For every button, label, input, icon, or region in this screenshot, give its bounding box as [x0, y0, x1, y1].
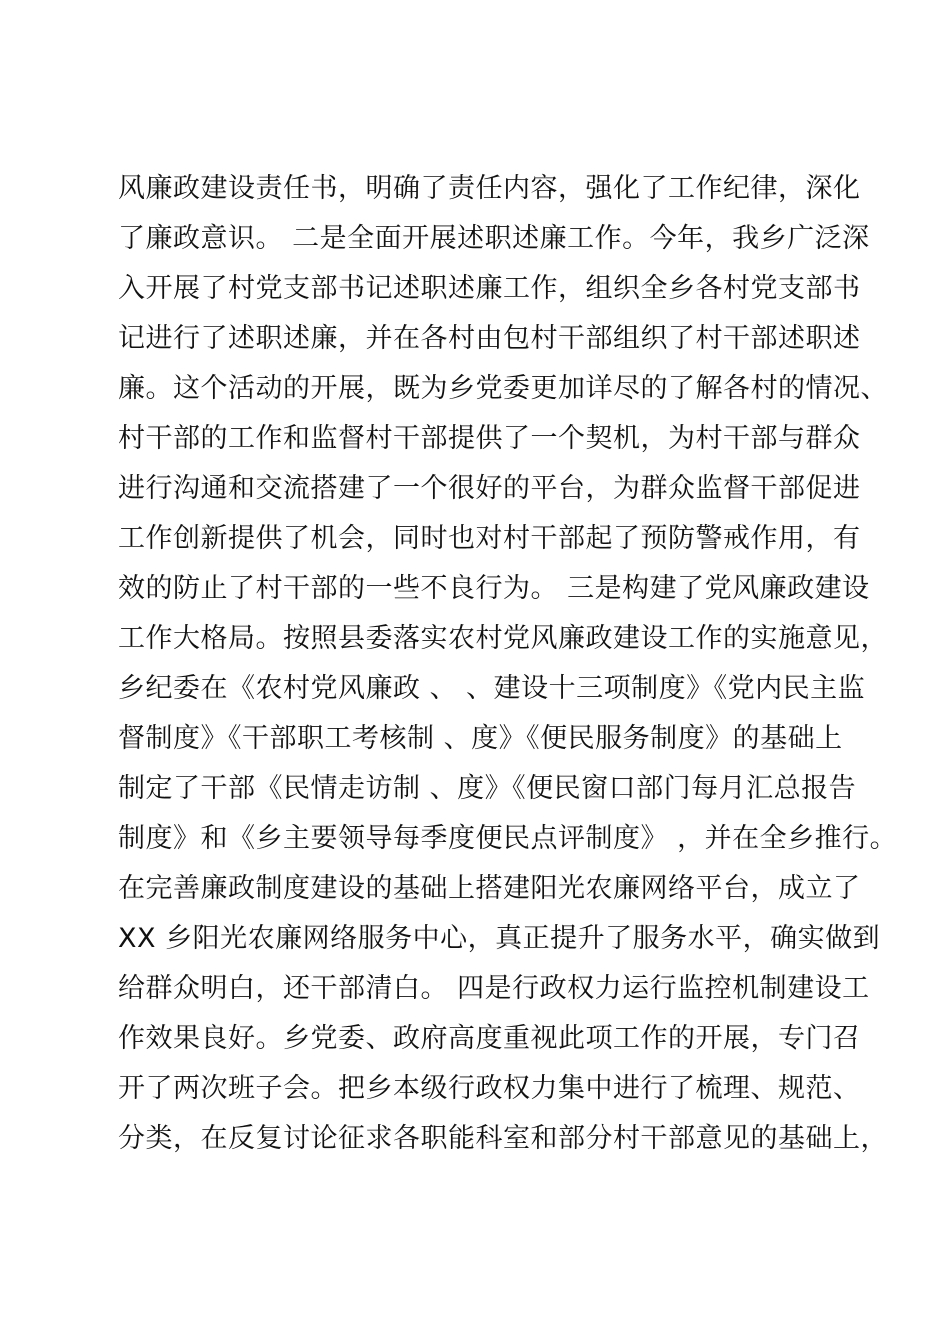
text-line: 制度》和《乡主要领导每季度便民点评制度》 ，并在全乡推行。 — [118, 823, 898, 854]
text-line: 工作大格局。按照县委落实农村党风廉政建设工作的实施意见， — [118, 623, 888, 654]
text-line: 了廉政意识。 二是全面开展述职述廉工作。今年，我乡广泛深 — [118, 223, 870, 254]
text-line: 督制度》《干部职工考核制 、度》《便民服务制度》的基础上 — [118, 723, 843, 754]
text-line: 工作创新提供了机会，同时也对村干部起了预防警戒作用，有 — [118, 523, 861, 554]
text-line: 作效果良好。乡党委、政府高度重视此项工作的开展，专门召 — [118, 1023, 861, 1054]
text-line: 记进行了述职述廉，并在各村由包村干部组织了村干部述职述 — [118, 323, 861, 354]
text-line: 乡纪委在《农村党风廉政 、 、建设十三项制度》《党内民主监 — [118, 673, 866, 704]
text-line: 风廉政建设责任书，明确了责任内容，强化了工作纪律，深化 — [118, 173, 861, 204]
text-line: 制定了干部《民情走访制 、度》《便民窗口部门每月汇总报告 — [118, 773, 857, 804]
text-line: 分类，在反复讨论征求各职能科室和部分村干部意见的基础上， — [118, 1123, 888, 1154]
text-line: 廉。这个活动的开展，既为乡党委更加详尽的了解各村的情况、 — [118, 373, 888, 404]
text-line: 村干部的工作和监督村干部提供了一个契机，为村干部与群众 — [118, 423, 861, 454]
text-line: 效的防止了村干部的一些不良行为。 三是构建了党风廉政建设 — [118, 573, 870, 604]
text-line: 在完善廉政制度建设的基础上搭建阳光农廉网络平台，成立了 — [118, 873, 861, 904]
text-line: 给群众明白，还干部清白。 四是行政权力运行监控机制建设工 — [118, 973, 870, 1004]
text-line: 开了两次班子会。把乡本级行政权力集中进行了梳理、规范、 — [118, 1073, 861, 1104]
body-text — [118, 164, 898, 1164]
text-line: 入开展了村党支部书记述职述廉工作，组织全乡各村党支部书 — [118, 273, 861, 304]
text-line: XX 乡阳光农廉网络服务中心，真正提升了服务水平，确实做到 — [118, 923, 881, 954]
text-line: 进行沟通和交流搭建了一个很好的平台，为群众监督干部促进 — [118, 473, 861, 504]
